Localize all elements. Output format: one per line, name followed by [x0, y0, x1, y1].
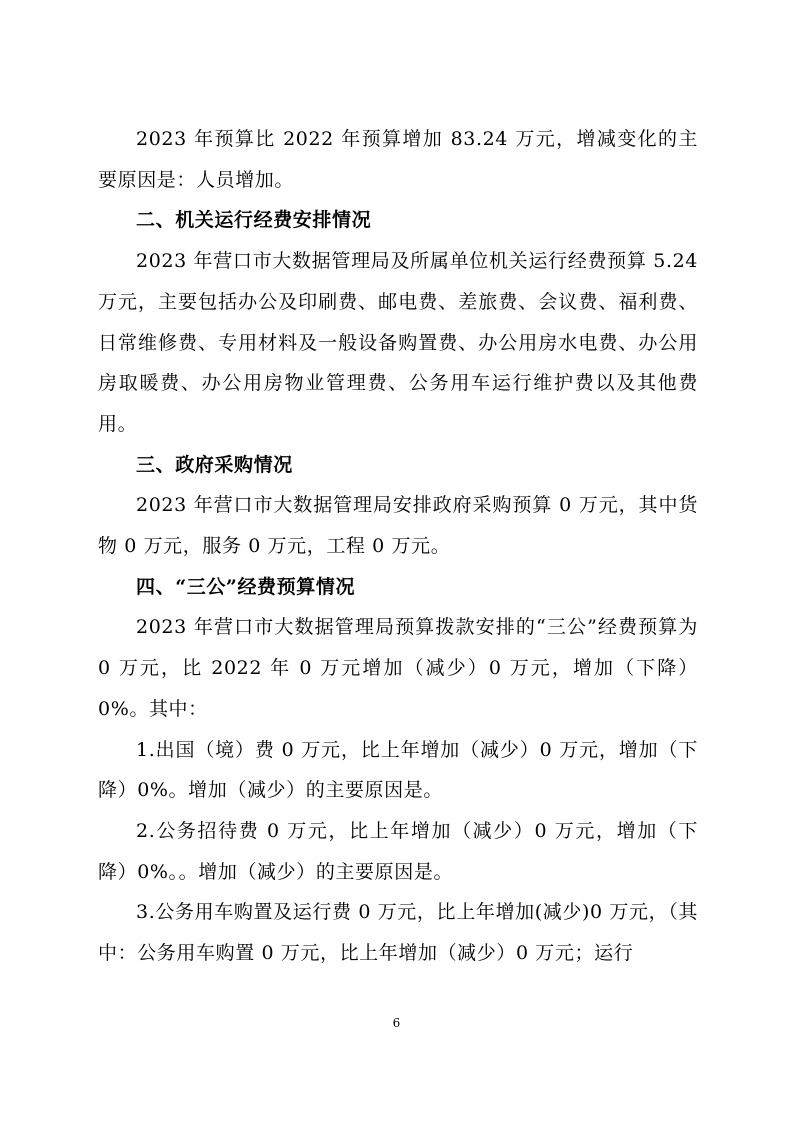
heading-three-public-expenses: 四、“三公”经费预算情况: [136, 575, 356, 598]
paragraph-three-public-expenses: 2023 年营口市大数据管理局预算拨款安排的“三公”经费预算为 0 万元，比 2022 年 0 万元增加（减少）0 万元，增加（下降）0%。其中：: [98, 616, 698, 720]
paragraph-budget-change: 2023 年预算比 2022 年预算增加 83.24 万元，增减变化的主要原因是：人员增加。: [98, 128, 698, 191]
document-body: [98, 119, 698, 974]
heading-operating-expenses: 二、机关运行经费安排情况: [136, 209, 372, 232]
paragraph-operating-expenses: 2023 年营口市大数据管理局及所属单位机关运行经费预算 5.24 万元，主要包括办公及印刷费、邮电费、差旅费、会议费、福利费、日常维修费、专用材料及一般设备购置费、办公用房水电费、办公用房取暖费、办公用房物业管理费、公务用车运行维护费以及其他费用。: [98, 250, 698, 435]
paragraph-overseas-travel: 1.出国（境）费 0 万元，比上年增加（减少）0 万元，增加（下降）0%。增加（减少）的主要原因是。: [98, 738, 698, 802]
heading-government-procurement: 三、政府采购情况: [136, 453, 293, 476]
paragraph-government-procurement: 2023 年营口市大数据管理局安排政府采购预算 0 万元，其中货物 0 万元，服务 0 万元，工程 0 万元。: [98, 494, 698, 558]
page-number: 6: [392, 1016, 401, 1030]
paragraph-official-vehicles: 3.公务用车购置及运行费 0 万元，比上年增加(减少)0 万元，（其中：公务用车购置 0 万元，比上年增加（减少）0 万元；运行: [98, 901, 698, 965]
paragraph-official-reception: 2.公务招待费 0 万元，比上年增加（减少）0 万元，增加（下降）0%。。增加（减少）的主要原因是。: [98, 819, 698, 883]
